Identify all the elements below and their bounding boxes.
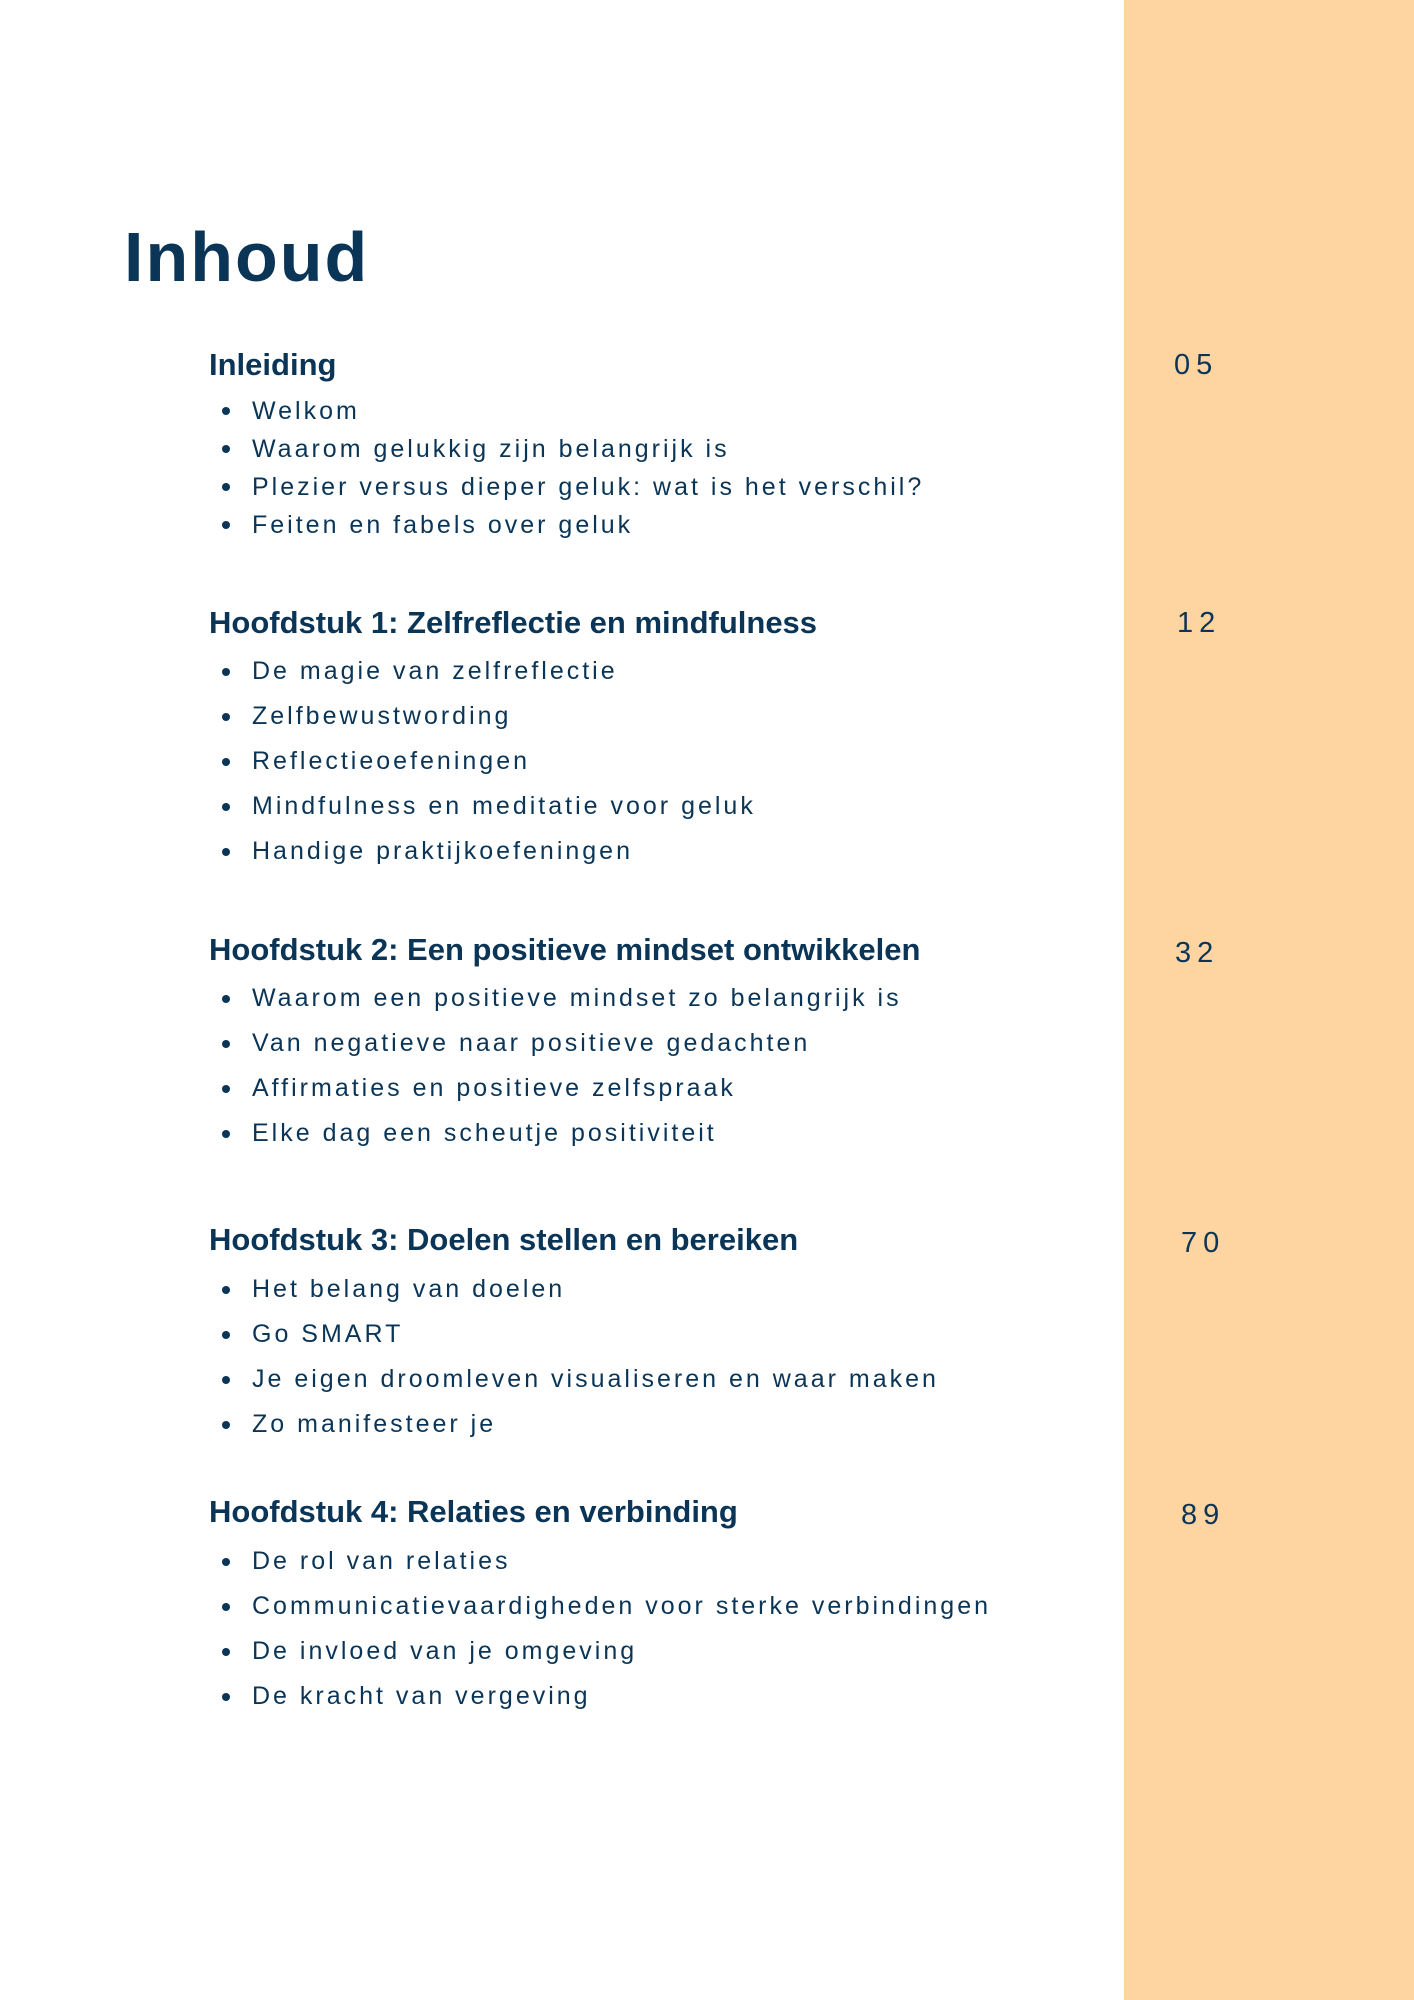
section-item-list bbox=[209, 392, 1109, 544]
section-item-list bbox=[209, 1539, 1109, 1719]
list-item: Waarom een positieve mindset zo belangrijk is bbox=[209, 976, 1109, 1021]
list-item: Zo manifesteer je bbox=[209, 1402, 1109, 1447]
page-number: 12 bbox=[1177, 607, 1222, 639]
section-heading: Hoofdstuk 2: Een positieve mindset ontwikkelen bbox=[209, 932, 921, 967]
list-item: Go SMART bbox=[209, 1312, 1109, 1357]
list-item: De invloed van je omgeving bbox=[209, 1629, 1109, 1674]
list-item: De kracht van vergeving bbox=[209, 1674, 1109, 1719]
list-item: Elke dag een scheutje positiviteit bbox=[209, 1111, 1109, 1156]
list-item: Feiten en fabels over geluk bbox=[209, 506, 1109, 544]
list-item: Mindfulness en meditatie voor geluk bbox=[209, 784, 1109, 829]
page-number: 32 bbox=[1175, 937, 1220, 969]
list-item: Affirmaties en positieve zelfspraak bbox=[209, 1066, 1109, 1111]
toc-section-hoofdstuk-1 bbox=[209, 603, 1109, 874]
list-item: Handige praktijkoefeningen bbox=[209, 829, 1109, 874]
section-heading: Hoofdstuk 3: Doelen stellen en bereiken bbox=[209, 1222, 799, 1257]
toc-section-hoofdstuk-4 bbox=[209, 1492, 1109, 1719]
list-item: De rol van relaties bbox=[209, 1539, 1109, 1584]
list-item: Je eigen droomleven visualiseren en waar maken bbox=[209, 1357, 1109, 1402]
section-heading: Inleiding bbox=[209, 347, 337, 382]
section-item-list bbox=[209, 1267, 1109, 1447]
section-item-list bbox=[209, 649, 1109, 874]
list-item: Van negatieve naar positieve gedachten bbox=[209, 1021, 1109, 1066]
page-number: 89 bbox=[1181, 1499, 1226, 1531]
toc-section-inleiding bbox=[209, 345, 1109, 544]
toc-section-hoofdstuk-3 bbox=[209, 1220, 1109, 1447]
list-item: Welkom bbox=[209, 392, 1109, 430]
toc-section-hoofdstuk-2 bbox=[209, 930, 1109, 1156]
page-number: 70 bbox=[1181, 1227, 1226, 1259]
section-heading: Hoofdstuk 4: Relaties en verbinding bbox=[209, 1494, 738, 1529]
list-item: Waarom gelukkig zijn belangrijk is bbox=[209, 430, 1109, 468]
section-heading: Hoofdstuk 1: Zelfreflectie en mindfulness bbox=[209, 605, 818, 640]
list-item: Zelfbewustwording bbox=[209, 694, 1109, 739]
list-item: Het belang van doelen bbox=[209, 1267, 1109, 1312]
list-item: De magie van zelfreflectie bbox=[209, 649, 1109, 694]
list-item: Plezier versus dieper geluk: wat is het verschil? bbox=[209, 468, 1109, 506]
section-item-list bbox=[209, 976, 1109, 1156]
page-title: Inhoud bbox=[124, 218, 370, 296]
sidebar-panel bbox=[1124, 0, 1414, 2000]
list-item: Reflectieoefeningen bbox=[209, 739, 1109, 784]
page-number: 05 bbox=[1174, 349, 1219, 381]
list-item: Communicatievaardigheden voor sterke verbindingen bbox=[209, 1584, 1109, 1629]
